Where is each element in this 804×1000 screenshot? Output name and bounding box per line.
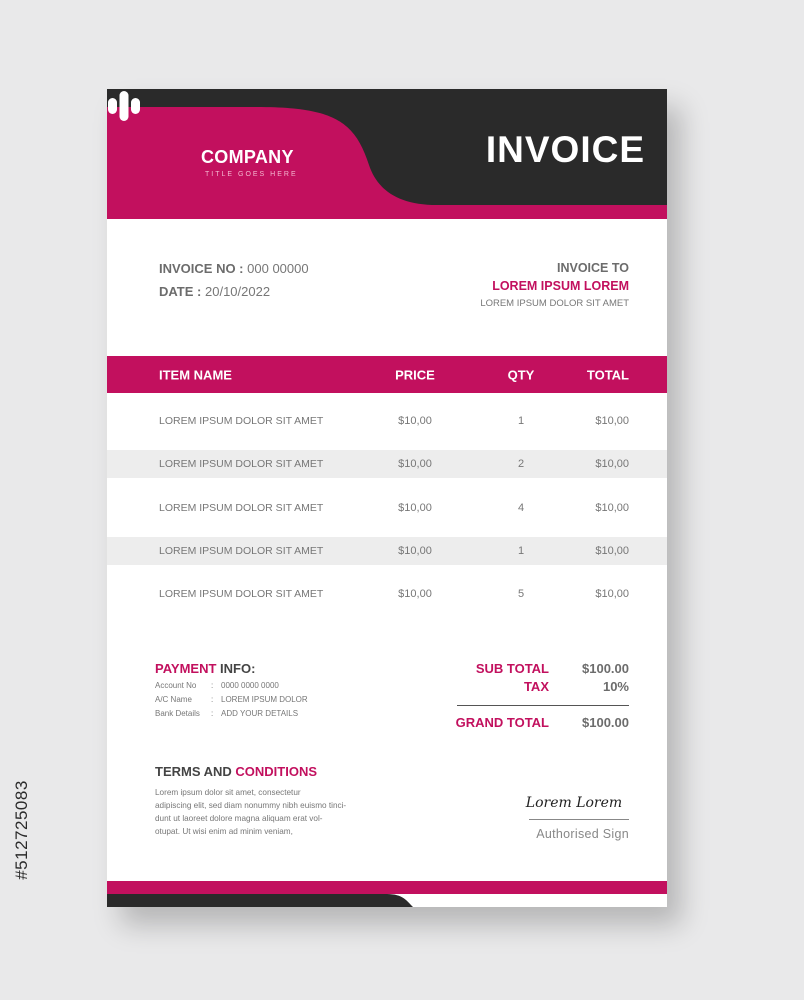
document-title: INVOICE [485, 129, 645, 170]
invoice-date-value: 20/10/2022 [205, 284, 271, 299]
row-qty: 5 [517, 588, 525, 600]
footer-dark-shape [107, 881, 667, 907]
table-row [107, 450, 667, 478]
header-total: TOTAL [586, 367, 629, 382]
payment-value: 0000 0000 0000 [221, 681, 279, 690]
row-total: $10,00 [595, 588, 629, 600]
row-total: $10,00 [595, 414, 629, 427]
row-price: $10,00 [398, 414, 432, 427]
tax-label: TAX [523, 679, 549, 694]
terms-line: adipiscing elit, sed diam nonummy nibh euismo tinci- [155, 801, 347, 810]
payment-key: Bank Details [155, 709, 200, 718]
row-total: $10,00 [595, 458, 629, 470]
invoice-to-name: LOREM IPSUM LOREM [492, 279, 629, 293]
row-total: $10,00 [595, 502, 629, 514]
payment-sep: : [211, 695, 214, 704]
subtotal-row [419, 661, 629, 679]
company-tagline: TITLE GOES HERE [205, 171, 298, 178]
payment-sep: : [211, 709, 214, 718]
table-row [107, 571, 667, 617]
row-item: LOREM IPSUM DOLOR SIT AMET [159, 414, 324, 427]
signature-script: Lorem Lorem [525, 795, 623, 811]
payment-sep: : [211, 681, 214, 690]
invoice-to [480, 261, 629, 309]
signature-label: Authorised Sign [536, 827, 629, 841]
row-item: LOREM IPSUM DOLOR SIT AMET [159, 502, 324, 514]
payment-row [155, 695, 308, 704]
header-qty: QTY [507, 367, 535, 382]
invoice-date-row [159, 284, 309, 307]
grand-total-label: GRAND TOTAL [455, 715, 549, 730]
header-price: PRICE [395, 367, 435, 382]
table-row [107, 393, 667, 448]
invoice-number-label: INVOICE NO : [159, 261, 244, 276]
invoice-to-address: LOREM IPSUM DOLOR SIT AMET [480, 298, 629, 309]
payment-row [155, 681, 279, 690]
subtotal-value: $100.00 [582, 661, 629, 676]
company-name: COMPANY [201, 147, 294, 167]
payment-key: A/C Name [155, 695, 192, 704]
invoice-footer [107, 881, 667, 907]
terms-line: otupat. Ut wisi enim ad minim veniam, [155, 827, 293, 836]
row-qty: 4 [517, 502, 525, 514]
tax-row [419, 679, 629, 697]
totals-divider [457, 705, 629, 706]
grand-total-row [419, 715, 629, 733]
payment-title [155, 661, 255, 676]
row-item: LOREM IPSUM DOLOR SIT AMET [159, 545, 324, 557]
terms-section [155, 764, 395, 838]
grand-total-value: $100.00 [582, 715, 629, 730]
company-logo-icon [107, 89, 141, 123]
row-item: LOREM IPSUM DOLOR SIT AMET [159, 458, 324, 470]
payment-value: LOREM IPSUM DOLOR [221, 695, 308, 704]
signature-line [529, 819, 629, 820]
terms-body [155, 786, 395, 838]
payment-value: ADD YOUR DETAILS [221, 709, 299, 718]
tax-value: 10% [602, 679, 629, 694]
stock-id-watermark [2, 760, 42, 900]
terms-line: Lorem ipsum dolor sit amet, consectetur [155, 788, 301, 797]
row-price: $10,00 [398, 588, 432, 600]
row-qty: 1 [517, 414, 525, 427]
row-price: $10,00 [398, 502, 432, 514]
terms-line: dunt ut laoreet dolore magna aliquam erat vol- [155, 814, 323, 823]
table-header [107, 356, 667, 393]
row-price: $10,00 [398, 458, 432, 470]
invoice-meta [159, 261, 309, 307]
terms-title [155, 764, 395, 779]
invoice-number-row [159, 261, 309, 284]
invoice-page [107, 89, 667, 907]
row-price: $10,00 [398, 545, 432, 557]
payment-row [155, 709, 299, 718]
stock-id-text: #512725083 [12, 780, 31, 880]
table-row [107, 537, 667, 565]
terms-title-plain: TERMS AND [155, 764, 236, 779]
terms-title-accent: CONDITIONS [235, 764, 318, 779]
payment-title-rest: INFO: [216, 661, 256, 676]
invoice-date-label: DATE : [159, 284, 202, 299]
subtotal-label: SUB TOTAL [475, 661, 549, 676]
payment-title-accent: PAYMENT [155, 661, 217, 676]
header-item-name: ITEM NAME [159, 367, 232, 382]
invoice-number-value: 000 00000 [247, 261, 309, 276]
invoice-header [107, 89, 667, 219]
row-qty: 2 [517, 458, 525, 470]
row-item: LOREM IPSUM DOLOR SIT AMET [159, 588, 324, 600]
payment-key: Account No [155, 681, 197, 690]
row-qty: 1 [517, 545, 525, 557]
table-row [107, 485, 667, 531]
invoice-to-label: INVOICE TO [556, 261, 629, 275]
totals-block [419, 661, 629, 730]
payment-info [155, 661, 308, 718]
row-total: $10,00 [595, 545, 629, 557]
